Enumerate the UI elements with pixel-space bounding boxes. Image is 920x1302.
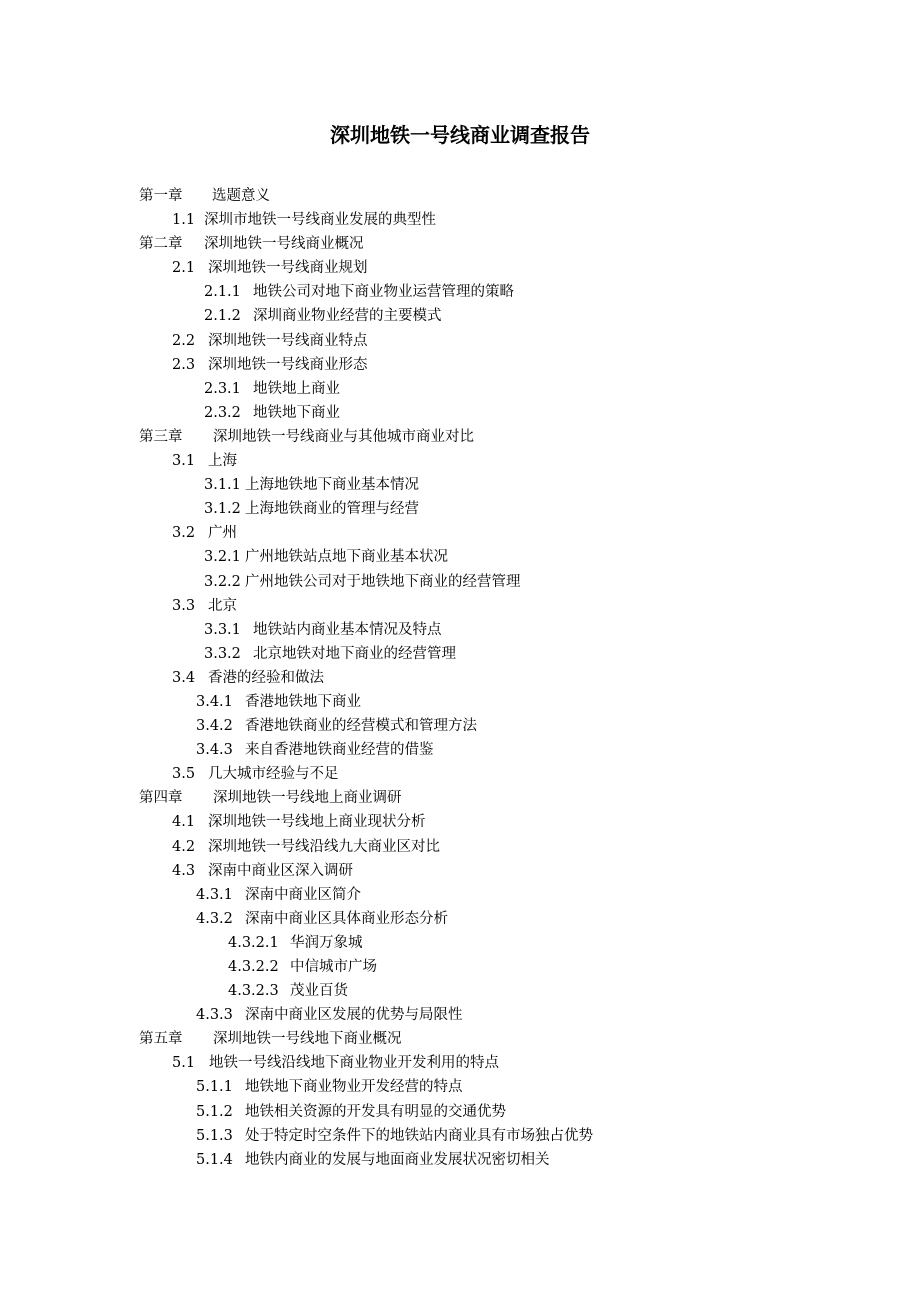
toc-text: 深圳地铁一号线地下商业概况 <box>213 1031 402 1048</box>
toc-text: 深圳地铁一号线商业与其他城市商业对比 <box>213 428 474 445</box>
toc-text: 选题意义 <box>212 188 270 204</box>
toc-number: 3.5 <box>172 766 196 783</box>
toc-number: 2.3.1 <box>204 380 241 397</box>
toc-entry-5-1-4 <box>0 1148 920 1172</box>
toc-entry-4-3-2-3 <box>0 979 920 1003</box>
toc-number: 2.3.2 <box>204 404 241 421</box>
toc-text: 上海地铁地下商业基本情况 <box>245 477 419 494</box>
toc-text: 地铁地上商业 <box>253 380 340 397</box>
toc-text: 上海 <box>208 453 237 470</box>
toc-entry-3-5 <box>0 762 920 786</box>
toc-number: 第一章 <box>139 188 183 204</box>
toc-number: 4.3.2 <box>196 910 233 927</box>
toc-text: 茂业百货 <box>290 983 348 1000</box>
toc-number: 第四章 <box>139 790 183 807</box>
toc-entry-5-1-2 <box>0 1100 920 1124</box>
toc-number: 3.2.2 <box>204 573 241 590</box>
toc-entry-1-1 <box>0 208 920 232</box>
toc-text: 深圳商业物业经营的主要模式 <box>253 308 442 325</box>
toc-number: 3.2 <box>172 525 196 542</box>
toc-entry-3-2-1 <box>0 545 920 569</box>
toc-number: 3.4.2 <box>196 718 233 735</box>
toc-entry-2-2 <box>0 329 920 353</box>
toc-number: 5.1 <box>172 1055 196 1072</box>
toc-text: 深圳地铁一号线沿线九大商业区对比 <box>208 838 440 855</box>
document-title: 深圳地铁一号线商业调查报告 <box>330 123 590 147</box>
toc-number: 5.1.3 <box>196 1127 233 1144</box>
toc-text: 北京 <box>208 597 237 614</box>
toc-text: 香港地铁地下商业 <box>245 693 361 710</box>
toc-text: 深圳地铁一号线地上商业调研 <box>213 790 402 807</box>
toc-entry-chapter-1 <box>0 184 920 208</box>
toc-text: 广州 <box>208 525 237 542</box>
toc-entry-3-4-1 <box>0 690 920 714</box>
toc-text: 北京地铁对地下商业的经营管理 <box>253 645 456 662</box>
toc-entry-4-3-2-2 <box>0 955 920 979</box>
toc-number: 2.3 <box>172 356 196 373</box>
toc-number: 2.2 <box>172 332 196 349</box>
toc-text: 地铁一号线沿线地下商业物业开发利用的特点 <box>209 1055 499 1072</box>
toc-text: 广州地铁公司对于地铁地下商业的经营管理 <box>245 573 521 590</box>
toc-text: 深圳地铁一号线商业概况 <box>204 236 364 253</box>
toc-entry-5-1-1 <box>0 1075 920 1099</box>
toc-number: 1.1 <box>172 212 196 229</box>
toc-text: 香港的经验和做法 <box>208 669 324 686</box>
toc-text: 上海地铁商业的管理与经营 <box>245 501 419 518</box>
toc-text: 香港地铁商业的经营模式和管理方法 <box>245 718 477 735</box>
toc-text: 地铁地下商业 <box>253 404 340 421</box>
toc-number: 3.3 <box>172 597 196 614</box>
toc-text: 深圳地铁一号线地上商业现状分析 <box>208 814 426 831</box>
toc-entry-chapter-3 <box>0 425 920 449</box>
toc-number: 3.3.1 <box>204 621 241 638</box>
toc-entry-5-1-3 <box>0 1124 920 1148</box>
toc-entry-chapter-2 <box>0 232 920 256</box>
toc-entry-3-3-1 <box>0 618 920 642</box>
toc-number: 3.1.1 <box>204 477 241 494</box>
toc-text: 深圳地铁一号线商业规划 <box>208 260 368 277</box>
toc-entry-3-2 <box>0 521 920 545</box>
toc-text: 深圳市地铁一号线商业发展的典型性 <box>204 212 436 229</box>
toc-number: 4.3.2.3 <box>228 983 279 1000</box>
toc-entry-3-3-2 <box>0 642 920 666</box>
toc-number: 3.1.2 <box>204 501 241 518</box>
toc-number: 3.4 <box>172 669 196 686</box>
toc-number: 4.3 <box>172 862 196 879</box>
toc-number: 第二章 <box>139 236 183 253</box>
toc-entry-5-1 <box>0 1051 920 1075</box>
toc-number: 3.4.3 <box>196 742 233 759</box>
toc-entry-4-1 <box>0 810 920 834</box>
toc-entry-2-1 <box>0 256 920 280</box>
toc-entry-2-1-2 <box>0 304 920 328</box>
toc-number: 第五章 <box>139 1031 183 1048</box>
toc-text: 深南中商业区简介 <box>245 886 361 903</box>
toc-entry-2-3-1 <box>0 377 920 401</box>
toc-text: 深南中商业区深入调研 <box>208 862 353 879</box>
toc-entry-3-3 <box>0 594 920 618</box>
toc-text: 深圳地铁一号线商业形态 <box>208 356 368 373</box>
toc-entry-3-2-2 <box>0 570 920 594</box>
toc-number: 3.4.1 <box>196 693 233 710</box>
toc-number: 5.1.2 <box>196 1103 233 1120</box>
toc-number: 4.3.2.1 <box>228 934 279 951</box>
toc-entry-3-1-2 <box>0 497 920 521</box>
toc-entry-chapter-5 <box>0 1027 920 1051</box>
toc-number: 4.1 <box>172 814 196 831</box>
toc-text: 地铁公司对地下商业物业运营管理的策略 <box>253 284 514 301</box>
toc-text: 处于特定时空条件下的地铁站内商业具有市场独占优势 <box>245 1127 593 1144</box>
toc-entry-3-4-3 <box>0 738 920 762</box>
toc-number: 第三章 <box>139 428 183 445</box>
toc-entry-2-3 <box>0 353 920 377</box>
toc-number: 5.1.4 <box>196 1151 233 1168</box>
toc-entry-3-4-2 <box>0 714 920 738</box>
toc-number: 2.1.1 <box>204 284 241 301</box>
toc-text: 来自香港地铁商业经营的借鉴 <box>245 742 434 759</box>
toc-text: 地铁地下商业物业开发经营的特点 <box>245 1079 463 1096</box>
toc-entry-3-1-1 <box>0 473 920 497</box>
toc-number: 2.1 <box>172 260 196 277</box>
toc-entry-4-3-3 <box>0 1003 920 1027</box>
toc-text: 深南中商业区具体商业形态分析 <box>245 910 448 927</box>
toc-text: 华润万象城 <box>290 934 363 951</box>
toc-number: 4.3.1 <box>196 886 233 903</box>
toc-entry-4-3-2-1 <box>0 931 920 955</box>
toc-entry-4-3-2 <box>0 907 920 931</box>
toc-entry-3-4 <box>0 666 920 690</box>
table-of-contents <box>0 184 920 1172</box>
toc-entry-2-3-2 <box>0 401 920 425</box>
toc-entry-4-3 <box>0 859 920 883</box>
toc-text: 深南中商业区发展的优势与局限性 <box>245 1007 463 1024</box>
toc-entry-4-3-1 <box>0 883 920 907</box>
toc-text: 地铁相关资源的开发具有明显的交通优势 <box>245 1103 506 1120</box>
toc-text: 中信城市广场 <box>290 959 377 975</box>
toc-text: 地铁内商业的发展与地面商业发展状况密切相关 <box>245 1151 550 1168</box>
toc-text: 深圳地铁一号线商业特点 <box>208 332 368 349</box>
toc-number: 3.3.2 <box>204 645 241 662</box>
toc-entry-chapter-4 <box>0 786 920 810</box>
toc-text: 地铁站内商业基本情况及特点 <box>253 621 442 638</box>
toc-number: 5.1.1 <box>196 1079 233 1096</box>
toc-text: 几大城市经验与不足 <box>208 766 339 783</box>
toc-number: 3.2.1 <box>204 549 241 566</box>
toc-entry-2-1-1 <box>0 280 920 304</box>
toc-number: 4.2 <box>172 838 196 855</box>
toc-number: 4.3.2.2 <box>228 959 279 975</box>
toc-text: 广州地铁站点地下商业基本状况 <box>245 549 448 566</box>
toc-entry-3-1 <box>0 449 920 473</box>
toc-entry-4-2 <box>0 835 920 859</box>
toc-number: 3.1 <box>172 453 196 470</box>
toc-number: 2.1.2 <box>204 308 241 325</box>
toc-number: 4.3.3 <box>196 1007 233 1024</box>
